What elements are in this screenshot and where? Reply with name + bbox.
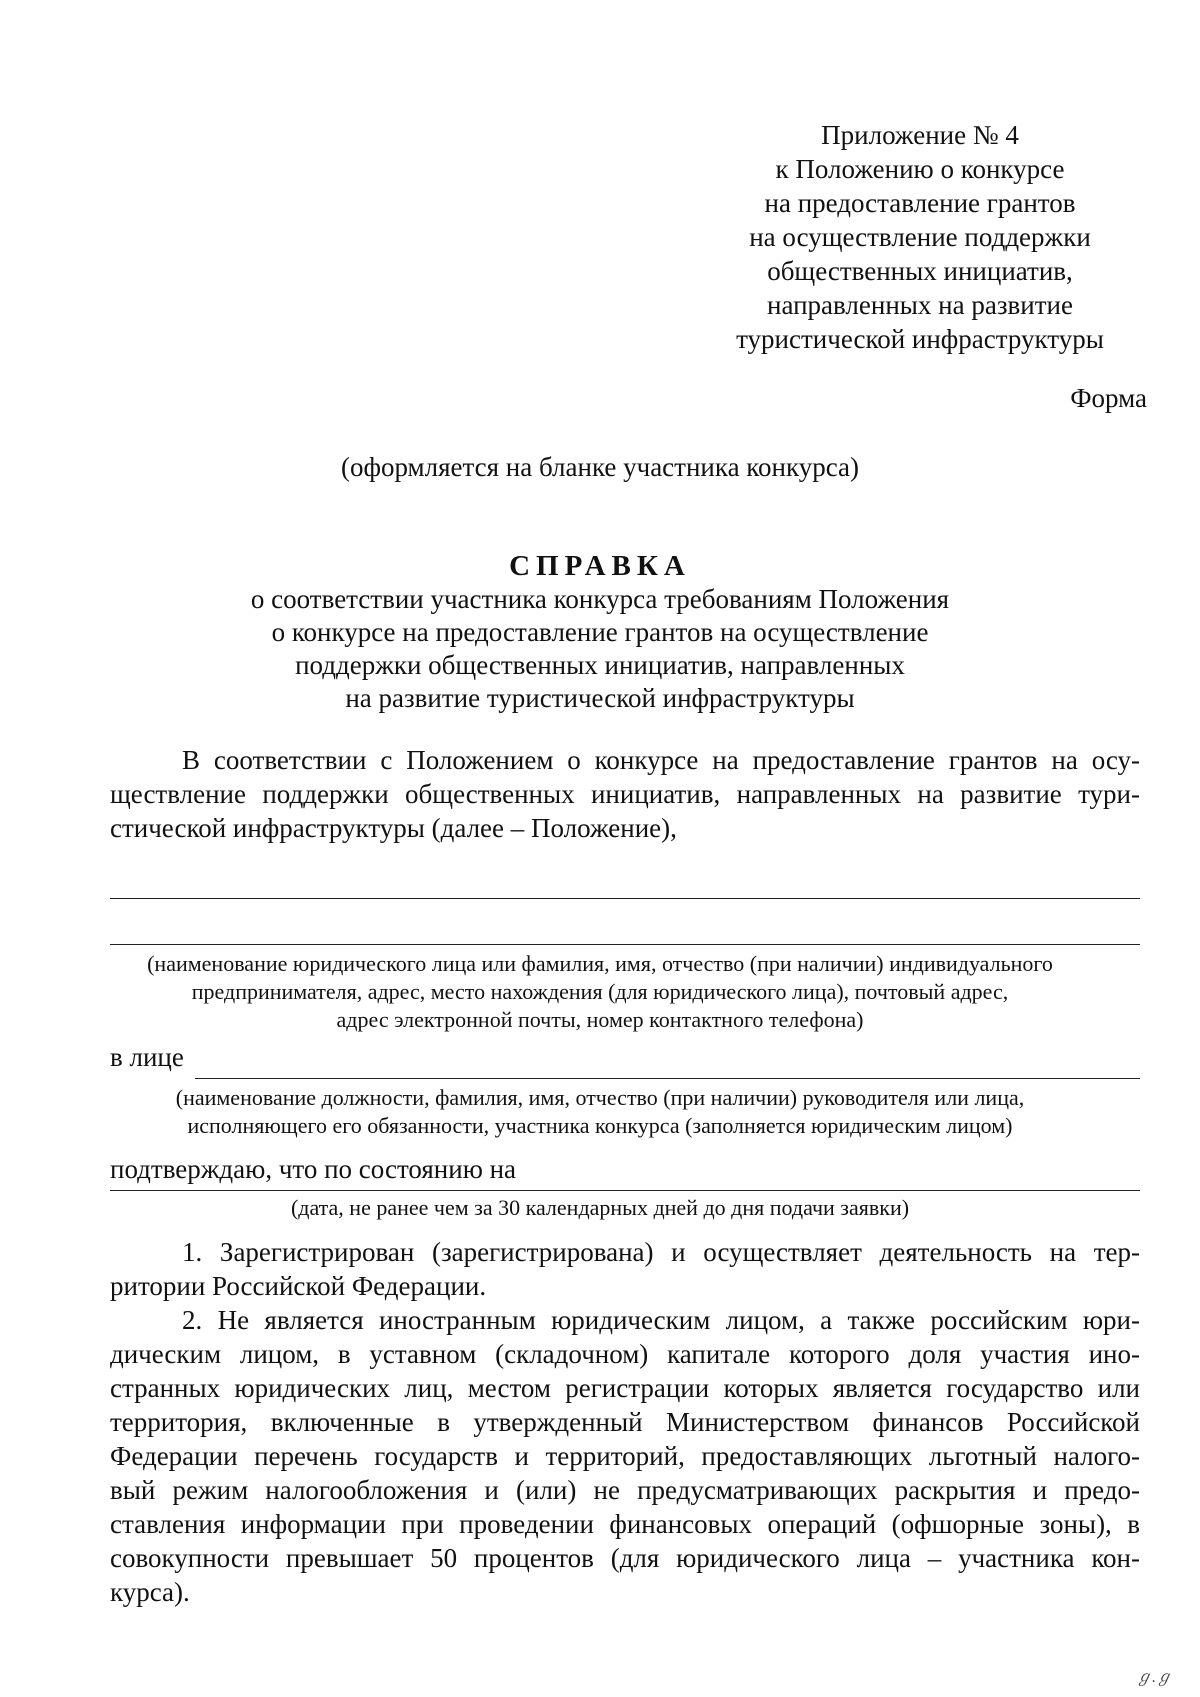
entity-fill-line[interactable] — [110, 898, 1140, 899]
intro-line: стической инфраструктуры (далее – Положение), — [110, 813, 677, 843]
item-line: курса). — [110, 1577, 190, 1607]
item-1 — [110, 1235, 1140, 1303]
subtitle-line: о соответствии участника конкурса требованиям Положения — [250, 584, 950, 614]
entity-caption — [0, 950, 1200, 1034]
annex-line: на предоставление грантов — [764, 188, 1076, 218]
item-line: странных юридических лиц, местом регистрации которых является государство или — [110, 1373, 1140, 1403]
intro-line: ществление поддержки общественных инициатив, направленных на развитие тури- — [110, 779, 1140, 809]
caption-line: адрес электронной почты, номер контактного телефона) — [336, 1007, 864, 1032]
in-person-label: в лице — [110, 1042, 184, 1072]
page-corner-mark: ℊ.ℊ — [1135, 1669, 1172, 1686]
document-subtitle — [0, 583, 1200, 715]
annex-line: туристической инфраструктуры — [736, 324, 1104, 354]
subtitle-line: на развитие туристической инфраструктуры — [345, 683, 855, 713]
item-line: вый режим налогообложения и (или) не предусматривающих раскрытия и предо- — [110, 1475, 1140, 1505]
item-line: ставления информации при проведении финансовых операций (офшорные зоны), в — [110, 1509, 1140, 1539]
entity-fill-line[interactable] — [110, 944, 1140, 945]
subtitle-line: о конкурсе на предоставление грантов на осуществление — [271, 617, 929, 647]
item-line: 1. Зарегистрирован (зарегистрирована) и осуществляет деятельность на тер- — [182, 1237, 1140, 1267]
document-title: СПРАВКА — [509, 550, 691, 582]
item-line: совокупности превышает 50 процентов (для юридического лица – участника кон- — [110, 1543, 1140, 1573]
caption-line: (наименование должности, фамилия, имя, отчество (при наличии) руководителя или лица, — [175, 1085, 1025, 1110]
item-line: дическим лицом, в уставном (складочном) капитале которого доля участия ино- — [110, 1339, 1140, 1369]
caption-line: предпринимателя, адрес, место нахождения (для юридического лица), почтовый адрес, — [191, 979, 1009, 1004]
person-fill-line[interactable] — [195, 1078, 1140, 1079]
caption-line: (наименование юридического лица или фамилия, имя, отчество (при наличии) индивидуального — [147, 951, 1053, 976]
blank-note: (оформляется на бланке участника конкурса) — [340, 452, 860, 482]
annex-line: к Положению о конкурсе — [775, 154, 1065, 184]
item-line: Федерации перечень государств и территорий, предоставляющих льготный налого- — [110, 1441, 1140, 1471]
form-label: Форма — [1070, 383, 1147, 413]
item-line: территория, включенные в утвержденный Министерством финансов Российской — [110, 1407, 1140, 1437]
confirm-label: подтверждаю, что по состоянию на — [110, 1154, 517, 1184]
item-line: ритории Российской Федерации. — [110, 1271, 487, 1301]
caption-line: исполняющего его обязанности, участника конкурса (заполняется юридическим лицом) — [187, 1113, 1013, 1138]
subtitle-line: поддержки общественных инициатив, направленных — [295, 650, 905, 680]
intro-paragraph — [110, 743, 1140, 845]
item-line: 2. Не является иностранным юридическим лицом, а также российским юри- — [182, 1305, 1140, 1335]
person-caption — [0, 1084, 1200, 1140]
annex-line: общественных инициатив, — [767, 256, 1073, 286]
date-fill-line[interactable] — [110, 1190, 1140, 1191]
annex-line: на осуществление поддержки — [749, 222, 1091, 252]
annex-line: направленных на развитие — [767, 290, 1073, 320]
annex-header — [690, 118, 1150, 356]
intro-line: В соответствии с Положением о конкурсе на предоставление грантов на осу- — [182, 745, 1140, 775]
annex-line: Приложение № 4 — [821, 120, 1019, 150]
date-caption: (дата, не ранее чем за 30 календарных дней до дня подачи заявки) — [290, 1195, 910, 1220]
item-2 — [110, 1303, 1140, 1609]
